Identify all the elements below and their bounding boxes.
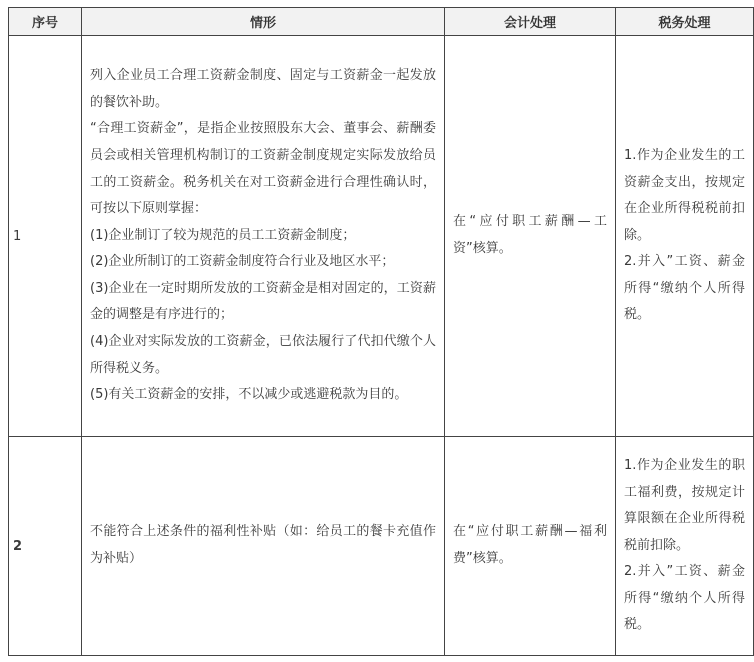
accounting-cell (445, 36, 616, 437)
situation-cell (82, 437, 445, 656)
tax-item: 2.并入”工资、薪金所得“缴纳个人所得税。 (624, 254, 745, 323)
accounting-text: 在“应付职工薪酬—福利费”核算。 (453, 524, 607, 566)
situation-paragraph: (5)有关工资薪金的安排，不以减少或逃避税款为目的。 (90, 387, 408, 403)
accounting-text: 在“应付职工薪酬—工资”核算。 (453, 214, 607, 256)
table-row (9, 36, 754, 437)
tax-cell (616, 437, 754, 656)
tax-cell (616, 36, 754, 437)
table-row (9, 437, 754, 656)
table-header-row (9, 8, 754, 36)
situation-paragraph: 列入企业员工合理工资薪金制度、固定与工资薪金一起发放的餐饮补助。 (90, 68, 436, 110)
tax-item: 1.作为企业发生的职工福利费，按规定计算限额在企业所得税税前扣除。 (624, 457, 745, 553)
policy-table (8, 7, 754, 656)
tax-item: 2.并入”工资、薪金所得“缴纳个人所得税。 (624, 564, 745, 633)
header-situation: 情形 (82, 8, 445, 36)
situation-paragraph: (3)企业在一定时期所发放的工资薪金是相对固定的，工资薪金的调整是有序进行的； (90, 280, 436, 323)
situation-paragraph: (2)企业所制订的工资薪金制度符合行业及地区水平； (90, 254, 395, 270)
situation-paragraph: 不能符合上述条件的福利性补贴（如：给员工的餐卡充值作为补贴） (90, 524, 436, 566)
situation-cell (82, 36, 445, 437)
situation-paragraph: (4)企业对实际发放的工资薪金，已依法履行了代扣代缴个人所得税义务。 (90, 334, 436, 376)
accounting-cell (445, 437, 616, 656)
header-tax: 税务处理 (616, 8, 754, 36)
situation-paragraph: (1)企业制订了较为规范的员工工资薪金制度； (90, 227, 356, 243)
header-index: 序号 (9, 8, 82, 36)
tax-item: 1.作为企业发生的工资薪金支出，按规定在企业所得税税前扣除。 (624, 147, 745, 243)
header-accounting: 会计处理 (445, 8, 616, 36)
row-index: 2 (9, 437, 82, 656)
situation-paragraph: “合理工资薪金”，是指企业按照股东大会、董事会、薪酬委员会或相关管理机构制订的工资薪金制度规定实际发放给员工的工资薪金。税务机关在对工资薪金进行合理性确认时，可按以下原则掌握： (90, 121, 436, 217)
row-index: 1 (9, 36, 82, 437)
